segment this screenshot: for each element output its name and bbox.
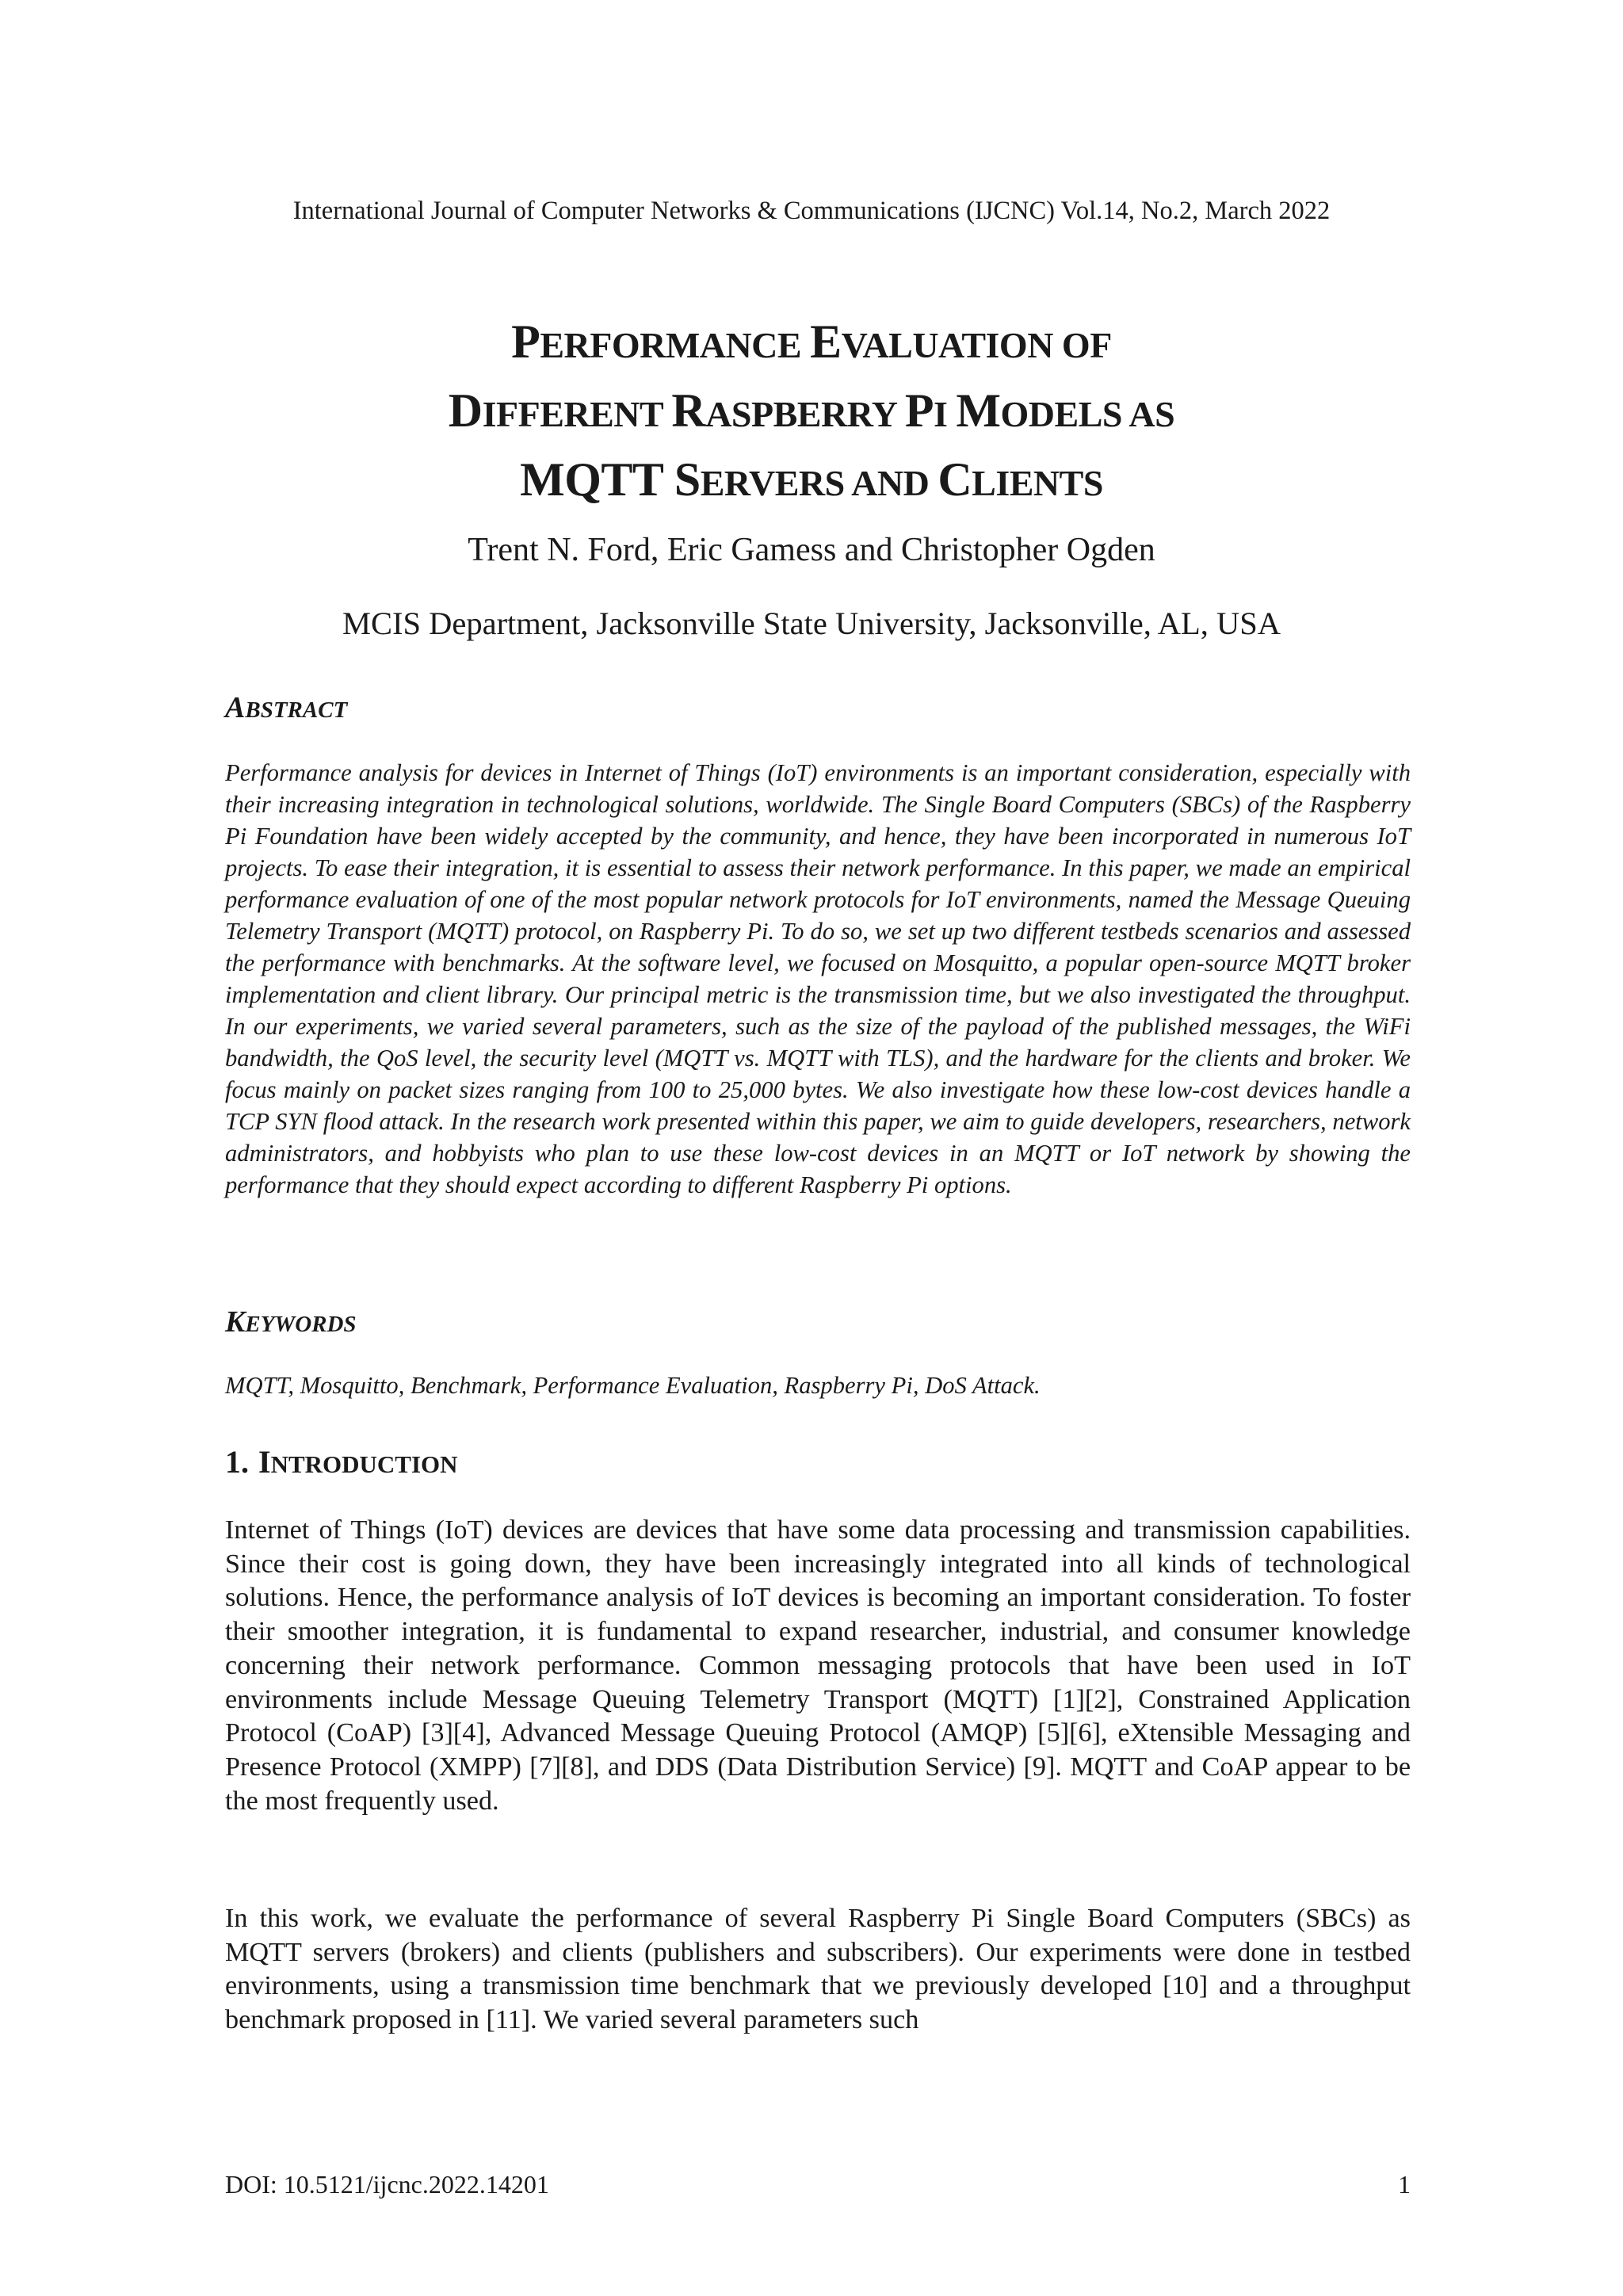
section-number: 1. [225,1444,249,1480]
page-number: 1 [1398,2170,1411,2199]
abstract-heading [225,690,347,730]
title-fragment: MQTT [520,453,674,506]
paper-title [0,309,1623,516]
title-fragment: M [956,384,1001,437]
title-fragment: D [448,384,483,437]
running-header: International Journal of Computer Networks & Communications (IJCNC) Vol.14, No.2, March 2022 [292,197,1331,225]
title-fragment: P [904,384,934,437]
keywords-heading [225,1304,357,1344]
title-fragment: I [933,394,957,434]
title-fragment: ASPBERRY [705,394,905,434]
heading-initial: K [225,1305,246,1339]
title-fragment: R [671,384,706,437]
abstract-body: Performance analysis for devices in Internet of Things (IoT) environments is an important consideration, especially with their increasing integration in technological solutions, worldwide. The Single Board Computers (SBCs) of the Raspberry Pi Foundation have been widely accepted by the community, and hence, they have been incorporated in numerous IoT projects. To ease their integration, it is essential to assess their network performance. In this paper, we made an empirical performance evaluation of one of the most popular network protocols for IoT environments, named the Message Queuing Telemetry Transport (MQTT) protocol, on Raspberry Pi. To do so, we set up two different testbeds scenarios and assessed the performance with benchmarks. At the software level, we focused on Mosquitto, a popular open-source MQTT broker implementation and client library. Our principal metric is the transmission time, but we also investigated the throughput. In our experiments, we varied several parameters, such as the size of the payload of the published messages, the WiFi bandwidth, the QoS level, the security level (MQTT vs. MQTT with TLS), and the hardware for the clients and broker. We focus mainly on packet sizes ranging from 100 to 25,000 bytes. We also investigate how these low-cost devices handle a TCP SYN flood attack. In the research work presented within this paper, we aim to guide developers, researchers, network administrators, and hobbyists who plan to use these low-cost devices in an MQTT or IoT network by showing the performance that they should expect according to different Raspberry Pi options. [225,759,1411,1198]
title-fragment: LIENTS [972,463,1103,503]
introduction-paragraph-2: In this work, we evaluate the performance of several Raspberry Pi Single Board Computers (SBCs) as MQTT servers (brokers) and clients (publishers and subscribers). Our experiments were done in testbed environments, using a transmission time benchmark that we previously developed [10] and a throughput benchmark proposed in [11]. We varied several parameters such [225,1904,1411,2035]
title-line-3 [0,447,1623,516]
introduction-heading [225,1442,458,1487]
heading-initial: A [225,691,246,724]
footer-doi: DOI: 10.5121/ijcnc.2022.14201 [225,2170,549,2199]
title-fragment: ERVERS AND [700,463,938,503]
heading-initial: I [258,1444,271,1480]
heading-rest: EYWORDS [245,1312,357,1337]
keywords-list: MQTT, Mosquitto, Benchmark, Performance Evaluation, Raspberry Pi, DoS Attack. [225,1372,1041,1399]
introduction-paragraph-1: Internet of Things (IoT) devices are devices that have some data processing and transmission capabilities. Since their cost is going down, they have been increasingly integrated into all kinds of technological solutions. Hence, the performance analysis of IoT devices is becoming an important consideration. To foster their smoother integration, it is fundamental to expand researcher, industrial, and consumer knowledge concerning their network performance. Common messaging protocols that have been used in IoT environments include Message Queuing Telemetry Transport (MQTT) [1][2], Constrained Application Protocol (CoAP) [3][4], Advanced Message Queuing Protocol (AMQP) [5][6], eXtensible Messaging and Presence Protocol (XMPP) [7][8], and DDS (Data Distribution Service) [9]. MQTT and CoAP appear to be the most frequently used. [225,1515,1411,1816]
title-line-1 [0,309,1623,378]
title-fragment: P [511,315,540,368]
title-fragment: E [810,315,842,368]
title-fragment: C [938,453,972,506]
title-line-2 [0,378,1623,447]
title-fragment: S [674,453,701,506]
title-fragment: ERFORMANCE [540,325,811,365]
title-fragment: ODELS AS [1000,394,1175,434]
affiliation: MCIS Department, Jacksonville State University, Jacksonville, AL, USA [342,606,1281,641]
title-fragment: IFFERENT [482,394,672,434]
author-list: Trent N. Ford, Eric Gamess and Christopher Ogden [468,532,1155,568]
heading-rest: BSTRACT [245,697,348,723]
heading-rest: NTRODUCTION [270,1450,458,1478]
title-fragment: VALUATION OF [841,325,1112,365]
